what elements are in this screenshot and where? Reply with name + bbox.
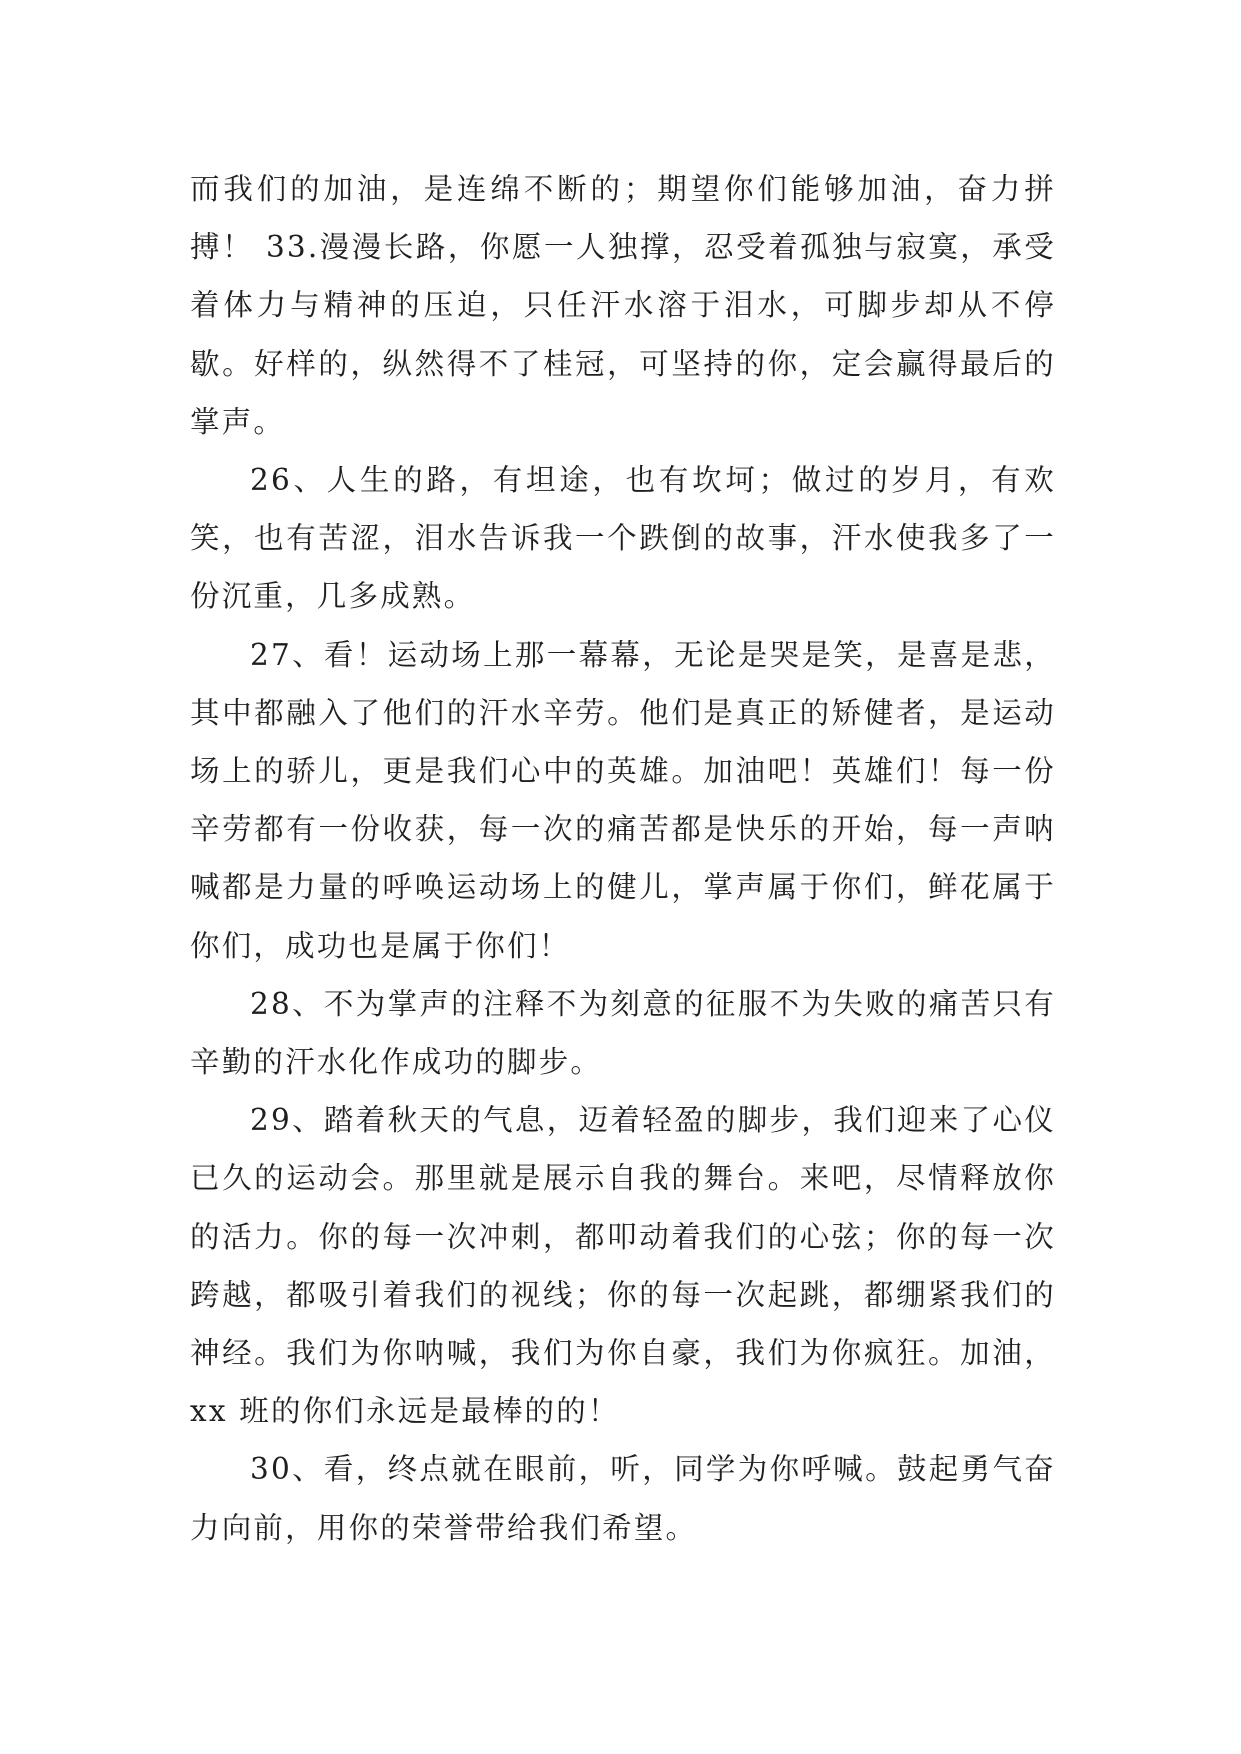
paragraph-29: 29、踏着秋天的气息，迈着轻盈的脚步，我们迎来了心仪已久的运动会。那里就是展示自我的舞台。来吧，尽情释放你的活力。你的每一次冲刺，都叩动着我们的心弦；你的每一次跨越，都吸引着我们的视线；你的每一次起跳，都绷紧我们的神经。我们为你呐喊，我们为你自豪，我们为你疯狂。加油，xx 班的你们永远是最棒的的！ (190, 1103, 1056, 1429)
document-body (190, 160, 1056, 1557)
paragraph-28: 28、不为掌声的注释不为刻意的征服不为失败的痛苦只有辛勤的汗水化作成功的脚步。 (190, 986, 1056, 1080)
paragraph-27: 27、看！运动场上那一幕幕，无论是哭是笑，是喜是悲，其中都融入了他们的汗水辛劳。他们是真正的矫健者，是运动场上的骄儿，更是我们心中的英雄。加油吧！英雄们！每一份辛劳都有一份收获，每一次的痛苦都是快乐的开始，每一声呐喊都是力量的呼唤运动场上的健儿，掌声属于你们，鲜花属于你们，成功也是属于你们！ (190, 637, 1056, 963)
paragraph-30: 30、看，终点就在眼前，听，同学为你呼喊。鼓起勇气奋力向前，用你的荣誉带给我们希望。 (190, 1452, 1056, 1545)
paragraph-26: 26、人生的路，有坦途，也有坎坷；做过的岁月，有欢笑，也有苦涩，泪水告诉我一个跌倒的故事，汗水使我多了一份沉重，几多成熟。 (190, 463, 1056, 614)
paragraph-continuation: 而我们的加油，是连绵不断的；期望你们能够加油，奋力拼搏！ 33.漫漫长路，你愿一人独撑，忍受着孤独与寂寞，承受着体力与精神的压迫，只任汗水溶于泪水，可脚步却从不停歇。好样的，纵然得不了桂冠，可坚持的你，定会赢得最后的掌声。 (190, 172, 1056, 439)
